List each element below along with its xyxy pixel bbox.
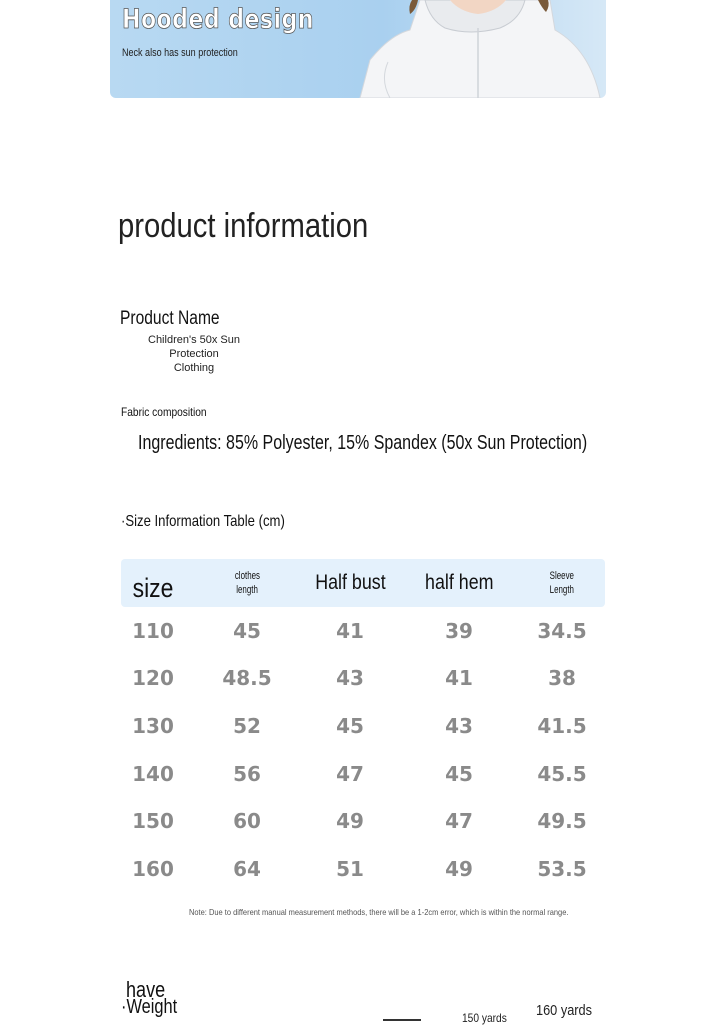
weight-160-yards: 160 yards <box>536 1002 592 1019</box>
table-row <box>121 655 605 703</box>
cell-half-bust: 49 <box>336 809 364 834</box>
header-half-bust: Half bust <box>314 571 386 594</box>
cell-sleeve-length: 53.5 <box>537 856 587 881</box>
cell-sleeve-length: 45.5 <box>537 761 587 786</box>
cell-sleeve-length: 38 <box>548 666 576 691</box>
table-row <box>121 702 605 750</box>
cell-clothes-length: 52 <box>233 713 261 738</box>
hooded-design-banner <box>110 0 606 98</box>
cell-size: 140 <box>132 761 174 786</box>
banner-title: Hooded design <box>122 4 314 35</box>
product-name-value <box>128 333 260 375</box>
cell-half-hem: 47 <box>445 809 473 834</box>
cell-sleeve-length: 34.5 <box>537 618 587 643</box>
cell-half-bust: 41 <box>336 618 364 643</box>
product-name-label: Product Name <box>120 308 220 329</box>
cell-half-hem: 43 <box>445 713 473 738</box>
section-title: product information <box>118 207 369 245</box>
cell-clothes-length: 48.5 <box>222 666 272 691</box>
cell-half-hem: 45 <box>445 761 473 786</box>
child-hoodie-image <box>350 0 606 98</box>
cell-sleeve-length: 49.5 <box>537 809 587 834</box>
cell-size: 130 <box>132 713 174 738</box>
table-row <box>121 750 605 798</box>
cell-clothes-length: 64 <box>233 856 261 881</box>
cell-half-hem: 49 <box>445 856 473 881</box>
product-name-line: Children's 50x Sun Protection <box>148 334 240 360</box>
header-clothes-length: clothes length <box>234 570 260 596</box>
size-table <box>121 559 605 893</box>
fabric-composition-label: Fabric composition <box>121 405 207 419</box>
measurement-note: Note: Due to different manual measurement methods, there will be a 1-2cm error, which is within the normal range. <box>189 907 569 917</box>
cell-half-bust: 47 <box>336 761 364 786</box>
fabric-composition-value: Ingredients: 85% Polyester, 15% Spandex (50x Sun Protection) <box>138 432 588 454</box>
cell-half-hem: 41 <box>445 666 473 691</box>
weight-have-text: have <box>126 977 166 1002</box>
table-row <box>121 797 605 845</box>
cell-half-hem: 39 <box>445 618 473 643</box>
cell-sleeve-length: 41.5 <box>537 713 587 738</box>
cell-half-bust: 45 <box>336 713 364 738</box>
table-row <box>121 845 605 893</box>
size-table-title: ·Size Information Table (cm) <box>121 513 285 530</box>
cell-clothes-length: 45 <box>233 618 261 643</box>
cell-half-bust: 51 <box>336 856 364 881</box>
table-row <box>121 607 605 655</box>
header-size: size <box>132 572 174 603</box>
cell-size: 120 <box>132 666 174 691</box>
weight-label: ·Weight <box>121 996 178 1018</box>
header-sleeve-length: Sleeve Length <box>549 570 575 596</box>
weight-150-yards: 150 yards <box>462 1011 507 1025</box>
product-name-line: Clothing <box>173 362 215 374</box>
cell-size: 110 <box>132 618 174 643</box>
cell-size: 160 <box>132 856 174 881</box>
cell-clothes-length: 60 <box>233 809 261 834</box>
header-half-hem: half hem <box>424 571 494 594</box>
cell-clothes-length: 56 <box>233 761 261 786</box>
banner-subtitle: Neck also has sun protection <box>122 47 238 59</box>
cell-half-bust: 43 <box>336 666 364 691</box>
cell-size: 150 <box>132 809 174 834</box>
size-table-header <box>121 559 605 607</box>
garment-silhouette <box>383 1019 421 1026</box>
